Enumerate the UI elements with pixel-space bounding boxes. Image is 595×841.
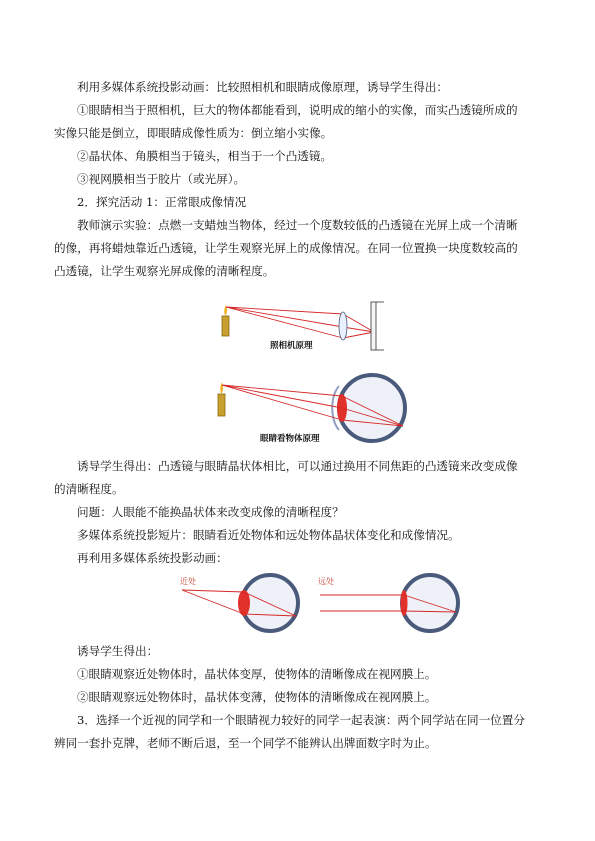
paragraph: 利用多媒体系统投影动画：比较照相机和眼睛成像原理，诱导学生得出： [77,80,449,94]
eyeball-icon [402,575,458,631]
far-eye-diagram [318,575,458,631]
near-far-eye-figure [168,568,468,638]
paragraph: ②晶状体、角膜相当于镜头，相当于一个凸透镜。 [77,149,333,163]
paragraph: ②眼睛观察远处物体时，晶状体变薄，使物体的清晰像成在视网膜上。 [77,690,437,704]
thin-lens-icon [401,590,408,616]
paragraph: 辨同一套扑克牌，老师不断后退，至一个同学不能辨认出牌面数字时为止。 [54,736,437,750]
near-label: 近处 [180,577,196,586]
screen-icon [371,302,376,350]
paragraph: 的像，再将蜡烛靠近凸透镜，让学生观察光屏上的成像情况。在同一位置换一块度数较高的 [54,241,518,255]
paragraph: 诱导学生得出： [77,644,159,658]
flame-icon [220,382,223,394]
camera-rays [226,307,374,338]
paragraph: ①眼睛相当于照相机，巨大的物体都能看到，说明成的缩小的实像，而实凸透镜所成的 [77,103,518,117]
section-heading: 2．探究活动 1：正常眼成像情况 [77,195,247,209]
paragraph: 的清晰程度。 [54,482,124,496]
paragraph: 再利用多媒体系统投影动画： [77,551,228,565]
paragraph: ①眼睛观察近处物体时，晶状体变厚，使物体的清晰像成在视网膜上。 [77,667,437,681]
paragraph: 教师演示实验：点燃一支蜡烛当物体，经过一个度数较低的凸透镜在光屏上成一个清晰 [77,218,518,232]
paragraph: 多媒体系统投影短片：眼睛看近处物体和远处物体晶状体变化和成像情况。 [77,528,460,542]
convex-lens-icon [339,312,347,340]
eyeball-icon [242,575,298,631]
far-label: 远处 [318,577,334,586]
eye-figure-label: 眼睛看物体原理 [260,434,320,444]
camera-figure-label: 照相机原理 [270,341,313,351]
paragraph: ③视网膜相当于胶片（或光屏）。 [77,172,246,186]
paragraph: 凸透镜，让学生观察光屏成像的清晰程度。 [54,264,275,278]
eye-principle-figure [212,366,412,446]
paragraph: 诱导学生得出：凸透镜与眼睛晶状体相比，可以通过换用不同焦距的凸透镜来改变成像 [77,459,518,473]
near-eye-diagram [180,575,298,631]
paragraph: 3．选择一个近视的同学和一个眼睛视力较好的同学一起表演：两个同学站在同一位置分 [77,713,525,727]
camera-principle-figure [218,296,386,354]
candle-icon [218,394,225,416]
paragraph: 问题：人眼能不能换晶状体来改变成像的清晰程度？ [77,505,344,519]
eyeball-icon [339,375,405,441]
paragraph: 实像只能是倒立，即眼睛成像性质为：倒立缩小实像。 [54,126,333,140]
candle-icon [222,316,229,336]
